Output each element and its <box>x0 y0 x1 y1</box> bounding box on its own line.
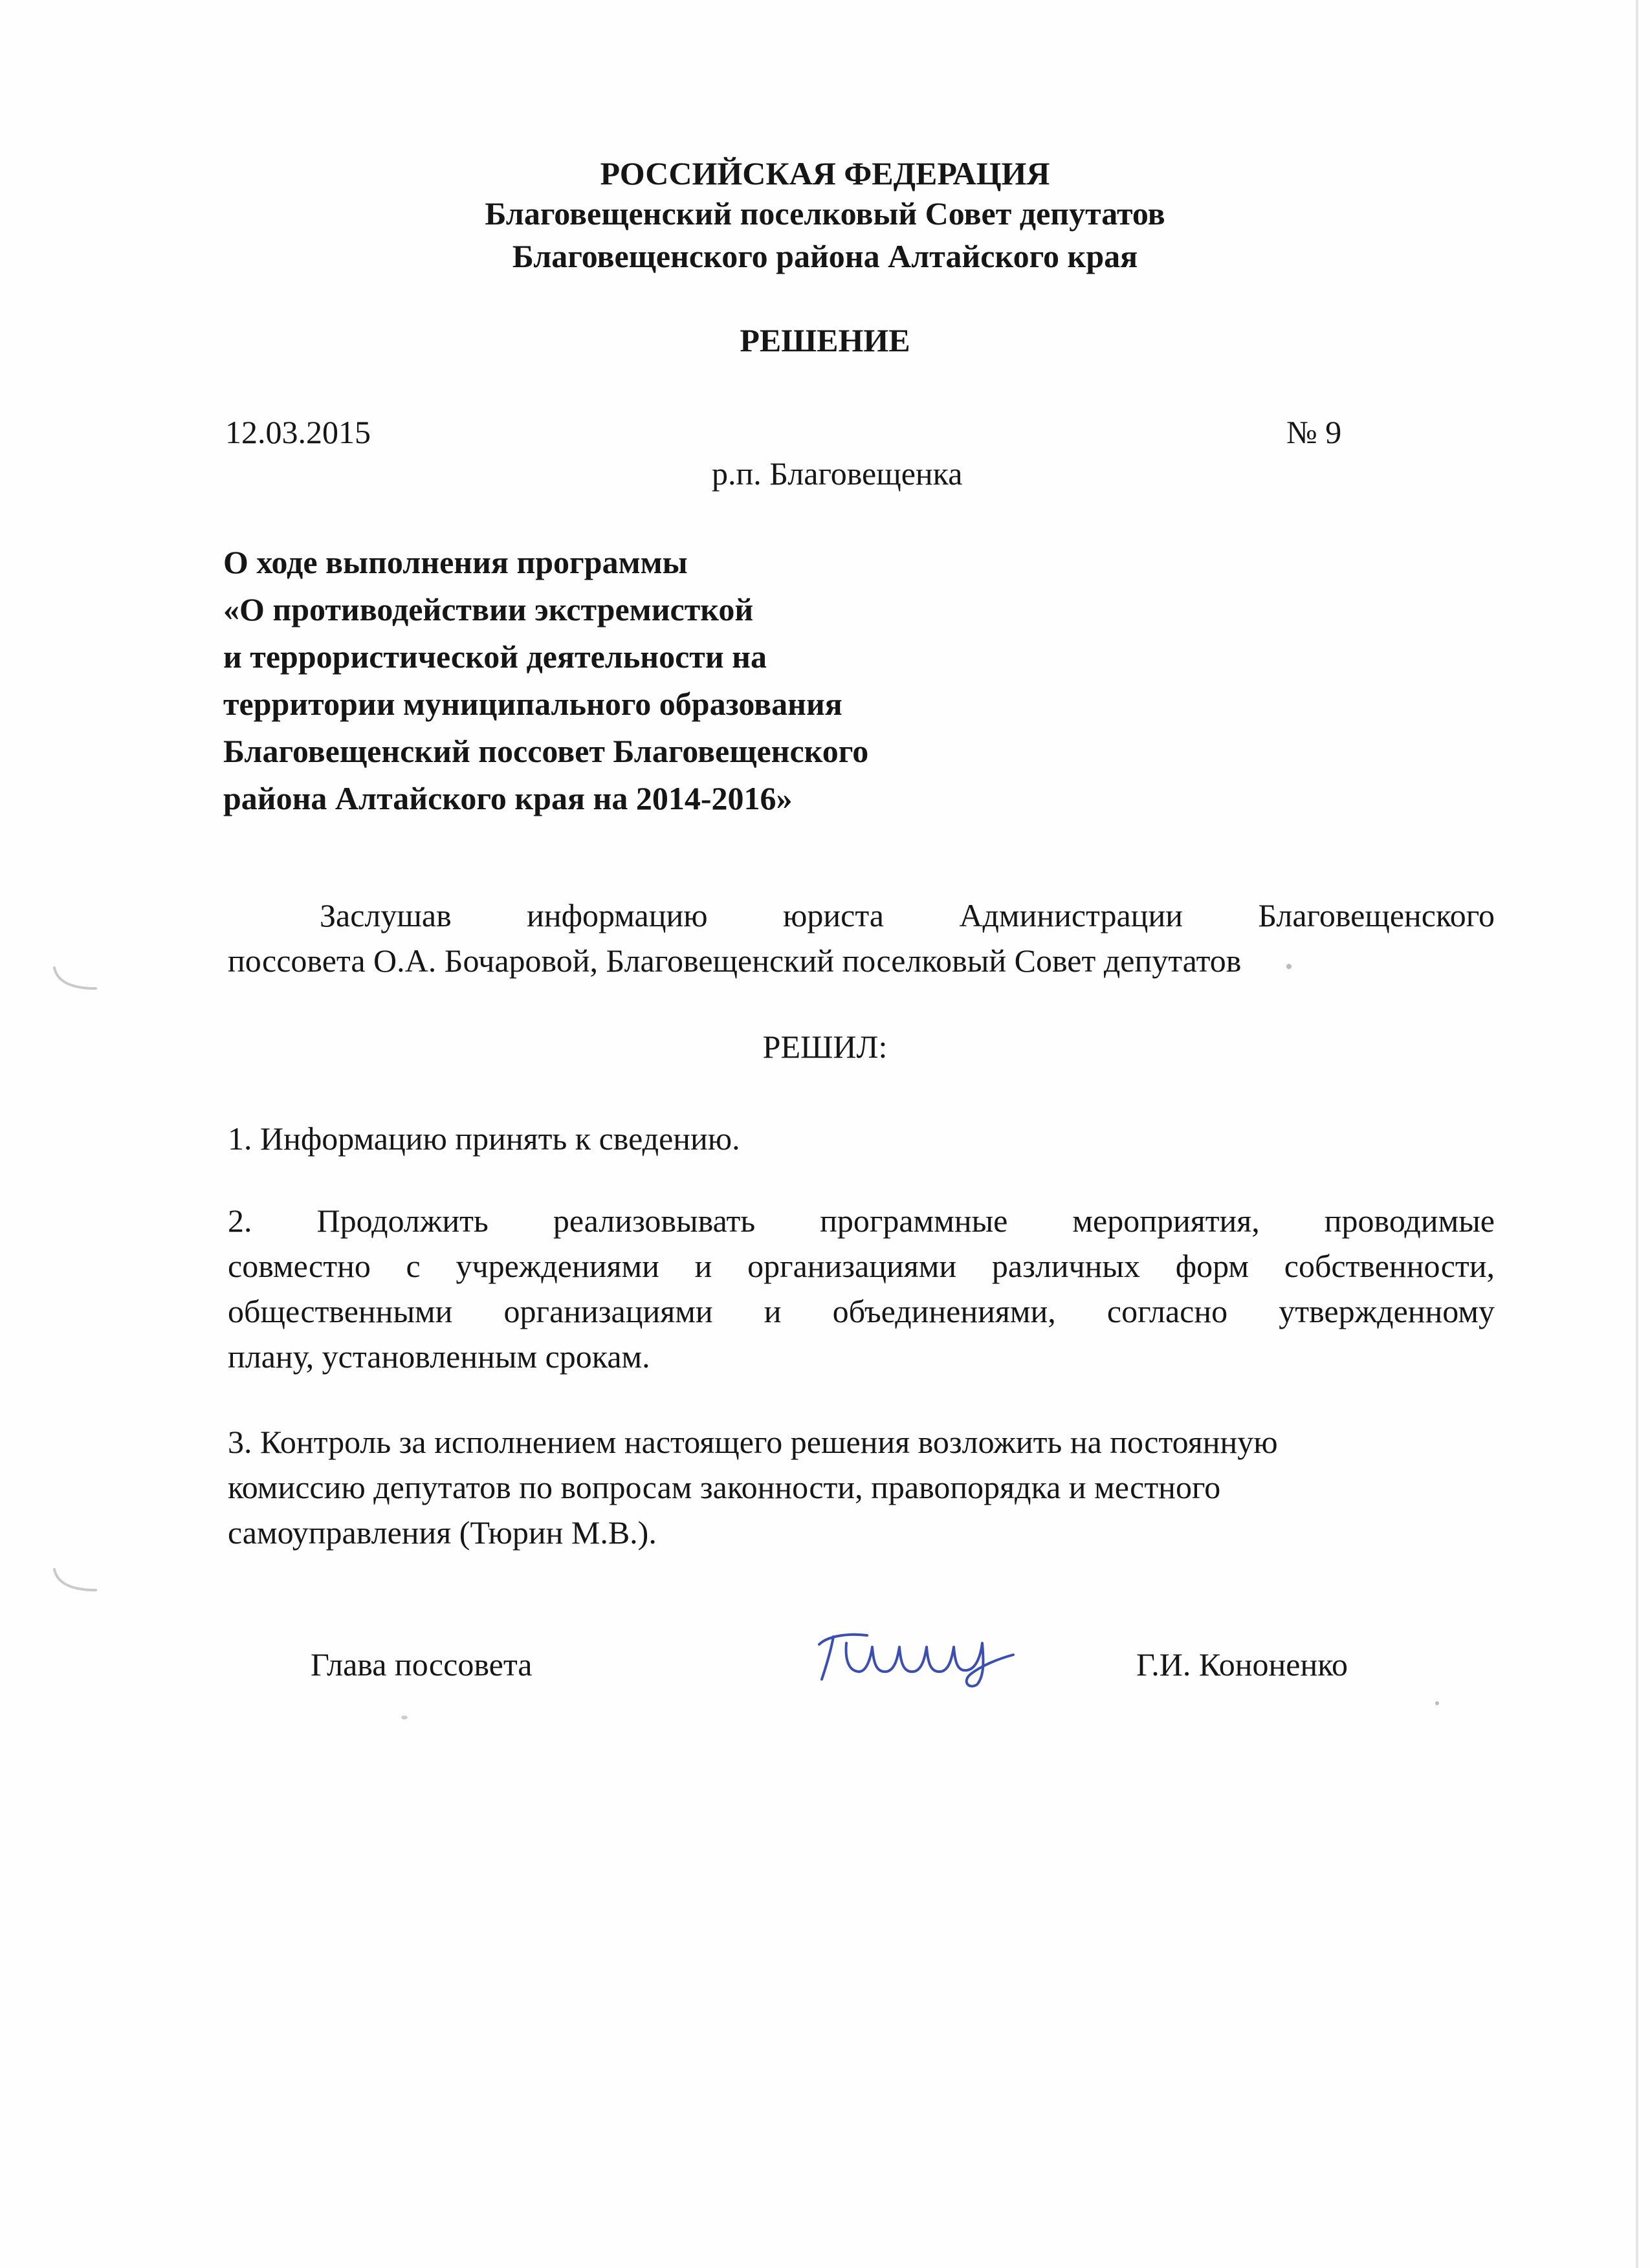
punch-hole-mark <box>50 1564 102 1597</box>
preamble-paragraph <box>228 893 1495 983</box>
scan-speck <box>1435 1701 1439 1705</box>
item-3-line: самоуправления (Тюрин М.В.). <box>228 1514 657 1551</box>
decided-heading: РЕШИЛ: <box>762 1029 888 1065</box>
document-type-title: РЕШЕНИЕ <box>740 322 910 358</box>
item-2-line: 2. Продолжить реализовывать программные мероприятия, проводимые <box>228 1203 1495 1239</box>
signatory-role: Глава поссовета <box>311 1646 533 1683</box>
handwritten-signature <box>808 1617 1021 1688</box>
preamble-line: Заслушав информацию юриста Администрации Благовещенского <box>320 897 1495 933</box>
header-district: Благовещенского района Алтайского края <box>512 238 1138 274</box>
punch-hole-mark <box>50 963 102 995</box>
document-date: 12.03.2015 <box>225 414 371 450</box>
signatory-name: Г.И. Кононенко <box>1136 1646 1348 1683</box>
header-country: РОССИЙСКАЯ ФЕДЕРАЦИЯ <box>600 155 1050 191</box>
item-3-line: 3. Контроль за исполнением настоящего решения возложить на постоянную <box>228 1424 1278 1460</box>
document-number: № 9 <box>1286 414 1342 450</box>
subject-line: района Алтайского края на 2014-2016» <box>223 780 793 816</box>
item-2-line: общественными организациями и объединениями, согласно утвержденному <box>228 1293 1495 1329</box>
item-2-line: плану, установленным срокам. <box>228 1338 650 1375</box>
scan-edge-line <box>1636 0 1638 2268</box>
decision-item-2 <box>228 1198 1495 1379</box>
decision-item-3 <box>228 1419 1515 1555</box>
subject-line: территории муниципального образования <box>223 686 842 722</box>
subject-line: Благовещенский поссовет Благовещенского <box>223 733 869 769</box>
subject-line: и террористической деятельности на <box>223 638 767 675</box>
item-3-line: комиссию депутатов по вопросам законности, правопорядка и местного <box>228 1469 1221 1505</box>
scan-speck <box>1286 964 1292 969</box>
scan-speck <box>401 1716 408 1719</box>
subject-line: О ходе выполнения программы <box>223 544 688 580</box>
item-2-line: совместно с учреждениями и организациями различных форм собственности, <box>228 1248 1495 1284</box>
subject-line: «О противодействии экстремисткой <box>223 591 754 627</box>
document-place: р.п. Благовещенка <box>712 455 963 492</box>
header-council: Благовещенский поселковый Совет депутатов <box>485 195 1165 232</box>
decision-item-1: 1. Информацию принять к сведению. <box>228 1120 740 1157</box>
document-subject <box>223 539 1064 822</box>
preamble-line: поссовета О.А. Бочаровой, Благовещенский поселковый Совет депутатов <box>228 943 1242 979</box>
